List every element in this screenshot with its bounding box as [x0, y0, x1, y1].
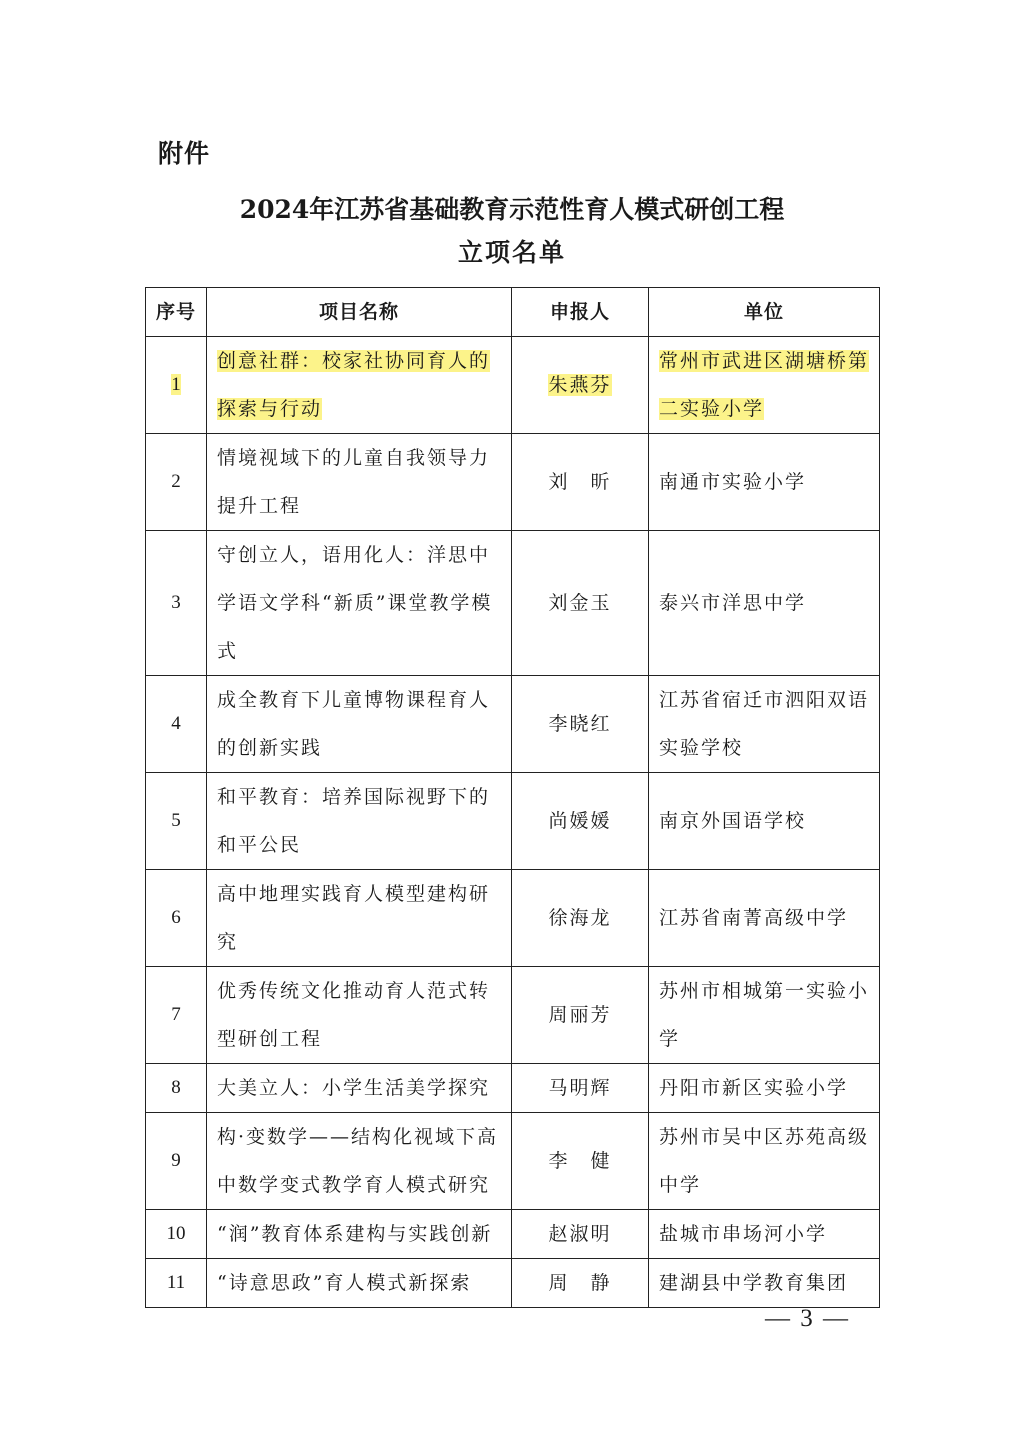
row-no: 4 — [146, 676, 207, 773]
row-project: 优秀传统文化推动育人范式转型研创工程 — [207, 967, 512, 1064]
row-applicant: 李晓红 — [512, 676, 649, 773]
row-no: 9 — [146, 1113, 207, 1210]
row-applicant: 刘 昕 — [512, 434, 649, 531]
row-applicant: 刘金玉 — [512, 531, 649, 676]
document-title: 2024年江苏省基础教育示范性育人模式研创工程 — [239, 195, 785, 224]
table-row — [146, 531, 880, 676]
header-unit: 单位 — [649, 288, 880, 337]
row-unit: 常州市武进区湖塘桥第二实验小学 — [649, 337, 880, 434]
row-no: 11 — [146, 1259, 207, 1308]
row-project: 和平教育：培养国际视野下的和平公民 — [207, 773, 512, 870]
header-no: 序号 — [146, 288, 207, 337]
row-unit: 盐城市串场河小学 — [649, 1210, 880, 1259]
row-project: 守创立人，语用化人：洋思中学语文学科“新质”课堂教学模式 — [207, 531, 512, 676]
row-no: 1 — [146, 337, 207, 434]
attachment-label: 附件 — [158, 139, 211, 168]
row-unit: 南通市实验小学 — [649, 434, 880, 531]
row-unit: 苏州市相城第一实验小学 — [649, 967, 880, 1064]
table-header-row — [146, 288, 880, 337]
table-row — [146, 1210, 880, 1259]
row-no: 5 — [146, 773, 207, 870]
table-row — [146, 337, 880, 434]
row-project: 创意社群：校家社协同育人的探索与行动 — [207, 337, 512, 434]
row-project: “诗意思政”育人模式新探索 — [207, 1259, 512, 1308]
row-no: 7 — [146, 967, 207, 1064]
table-row — [146, 1064, 880, 1113]
table-row — [146, 967, 880, 1064]
table-row — [146, 1259, 880, 1308]
row-unit: 江苏省南菁高级中学 — [649, 870, 880, 967]
row-project: “润”教育体系建构与实践创新 — [207, 1210, 512, 1259]
row-no: 10 — [146, 1210, 207, 1259]
row-applicant: 李 健 — [512, 1113, 649, 1210]
table-row — [146, 773, 880, 870]
row-applicant: 朱燕芬 — [512, 337, 649, 434]
row-unit: 建湖县中学教育集团 — [649, 1259, 880, 1308]
header-project: 项目名称 — [207, 288, 512, 337]
table-row — [146, 434, 880, 531]
row-no: 6 — [146, 870, 207, 967]
table-row — [146, 676, 880, 773]
row-applicant: 赵淑明 — [512, 1210, 649, 1259]
row-applicant: 尚媛媛 — [512, 773, 649, 870]
project-list-table — [145, 287, 880, 1308]
header-applicant: 申报人 — [512, 288, 649, 337]
page-number: — 3 — — [765, 1305, 850, 1332]
row-applicant: 周丽芳 — [512, 967, 649, 1064]
row-applicant: 周 静 — [512, 1259, 649, 1308]
row-unit: 苏州市吴中区苏苑高级中学 — [649, 1113, 880, 1210]
row-unit: 泰兴市洋思中学 — [649, 531, 880, 676]
row-project: 情境视域下的儿童自我领导力提升工程 — [207, 434, 512, 531]
row-unit: 南京外国语学校 — [649, 773, 880, 870]
row-no: 3 — [146, 531, 207, 676]
table-row — [146, 870, 880, 967]
row-applicant: 徐海龙 — [512, 870, 649, 967]
row-unit: 江苏省宿迁市泗阳双语实验学校 — [649, 676, 880, 773]
row-project: 成全教育下儿童博物课程育人的创新实践 — [207, 676, 512, 773]
row-unit: 丹阳市新区实验小学 — [649, 1064, 880, 1113]
document-subtitle: 立项名单 — [457, 238, 566, 267]
row-project: 高中地理实践育人模型建构研究 — [207, 870, 512, 967]
row-no: 2 — [146, 434, 207, 531]
table-row — [146, 1113, 880, 1210]
row-no: 8 — [146, 1064, 207, 1113]
row-project: 构·变数学——结构化视域下高中数学变式教学育人模式研究 — [207, 1113, 512, 1210]
row-applicant: 马明辉 — [512, 1064, 649, 1113]
row-project: 大美立人：小学生活美学探究 — [207, 1064, 512, 1113]
